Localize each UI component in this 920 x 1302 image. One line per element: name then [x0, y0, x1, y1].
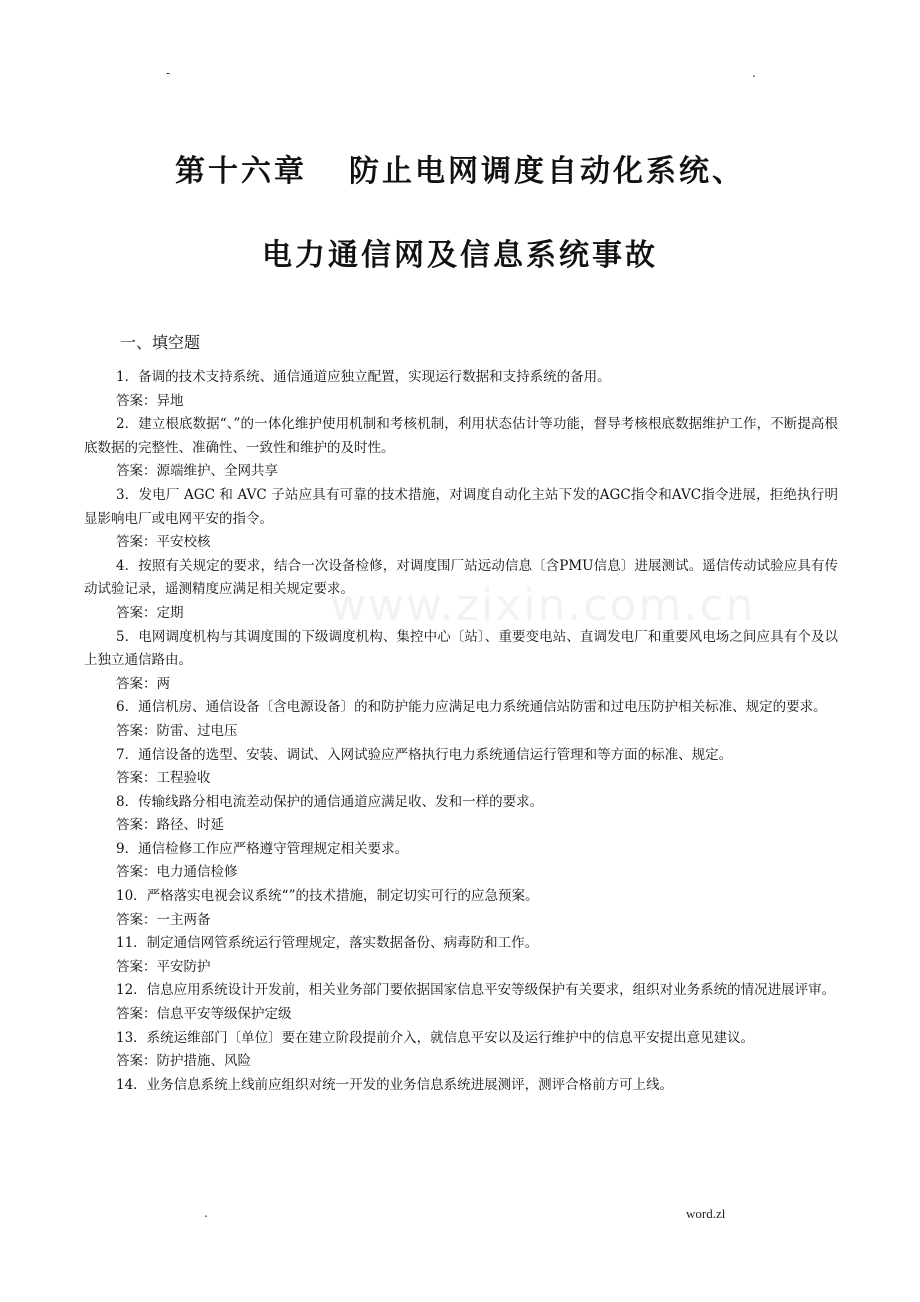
answer-text: 答案：工程验收	[116, 770, 211, 787]
question-text: 8．传输线路分相电流差动保护的通信通道应满足收、发和一样的要求。	[116, 793, 544, 810]
answer-text: 答案：路径、时延	[116, 817, 224, 834]
question-text: 4．按照有关规定的要求，结合一次设备检修，对调度围厂站远动信息〔含PMU信息〕进展测试。遥信传动试验应具有传动试验记录，遥测精度应满足相关规定要求。	[84, 557, 838, 598]
question-text: 12．信息应用系统设计开发前，相关业务部门要依据国家信息平安等级保护有关要求，组织对业务系统的情况进展评审。	[116, 982, 836, 999]
chapter-title-text: 防止电网调度自动化系统、	[349, 154, 745, 189]
chapter-title-line-2: 电力通信网及信息系统事故	[262, 238, 658, 273]
section-heading: 一、填空题	[120, 333, 201, 352]
chapter-title-line-1	[0, 146, 920, 190]
answer-text: 答案：异地	[116, 392, 184, 409]
question-text: 5．电网调度机构与其调度围的下级调度机构、集控中心〔站〕、重要变电站、直调发电厂和重要风电场之间应具有个及以上独立通信路由。	[84, 628, 838, 669]
question-text: 3．发电厂 AGC 和 AVC 子站应具有可靠的技术措施，对调度自动化主站下发的AGC指令和AVC指令进展，拒绝执行明显影响电厂或电网平安的指令。	[84, 486, 838, 527]
question-text: 14．业务信息系统上线前应组织对统一开发的业务信息系统进展测评，测评合格前方可上线。	[116, 1076, 674, 1093]
chapter-number: 第十六章	[175, 154, 307, 189]
question-text: 9．通信检修工作应严格遵守管理规定相关要求。	[116, 840, 409, 857]
question-text: 1．备调的技术支持系统、通信通道应独立配置，实现运行数据和支持系统的备用。	[116, 369, 611, 385]
answer-text: 答案：两	[116, 675, 170, 692]
answer-text: 答案：平安防护	[116, 958, 211, 975]
header-mark-right: .	[752, 66, 756, 80]
answer-text: 答案：源端维护、全网共享	[116, 463, 278, 480]
question-text: 13．系统运维部门〔单位〕要在建立阶段提前介入，就信息平安以及运行维护中的信息平安提出意见建议。	[116, 1029, 755, 1046]
question-text: 7．通信设备的选型、安装、调试、入网试验应严格执行电力系统通信运行管理和等方面的标准、规定。	[116, 746, 733, 763]
answer-text: 答案：一主两备	[116, 911, 211, 928]
answer-text: 答案：电力通信检修	[116, 864, 238, 881]
answer-text: 答案：防雷、过电压	[116, 722, 238, 739]
answer-text: 答案：防护措施、风险	[116, 1053, 251, 1070]
question-text: 10．严格落实电视会议系统“”的技术措施，制定切实可行的应急预案。	[116, 888, 539, 905]
answer-text: 答案：平安校核	[116, 534, 211, 551]
footer-mark: .	[204, 1206, 208, 1220]
question-text: 2．建立根底数据“、”的一体化维护使用机制和考核机制，利用状态估计等功能，督导考核根底数据维护工作，不断提高根底数据的完整性、准确性、一致性和维护的及时性。	[84, 416, 838, 456]
question-text: 6．通信机房、通信设备〔含电源设备〕的和防护能力应满足电力系统通信站防雷和过电压防护相关标准、规定的要求。	[116, 699, 827, 716]
footer-text: word.zl	[686, 1206, 726, 1221]
question-text: 11．制定通信网管系统运行管理规定，落实数据备份、病毒防和工作。	[116, 935, 539, 952]
question-list	[84, 366, 838, 1097]
answer-text: 答案：定期	[116, 604, 184, 621]
answer-text: 答案：信息平安等级保护定级	[116, 1006, 292, 1023]
header-mark-left: -	[166, 66, 171, 80]
watermark-text: www.zixin.com.cn	[330, 580, 756, 631]
